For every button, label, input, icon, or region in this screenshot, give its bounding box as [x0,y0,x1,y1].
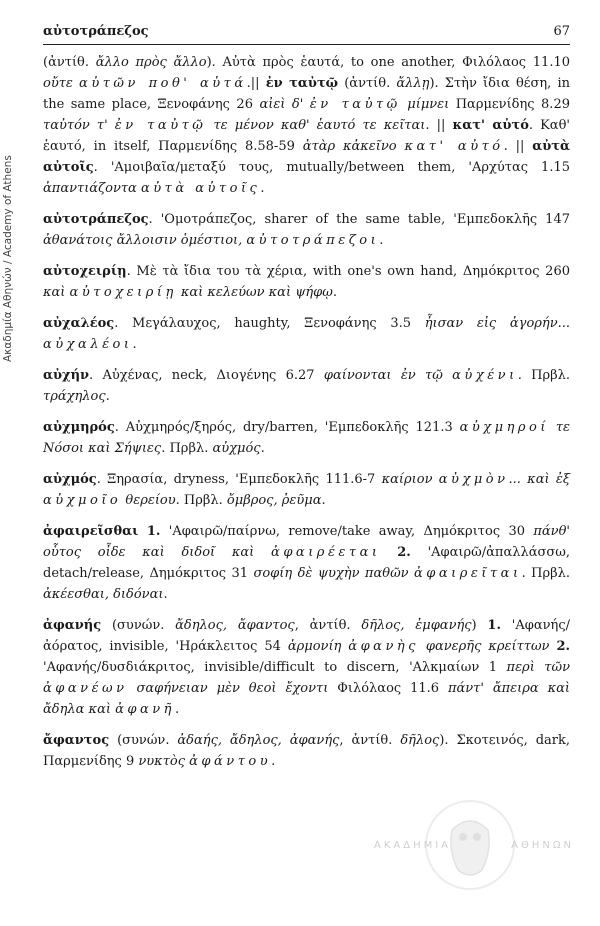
headword: αὐχαλέος [43,316,115,331]
quoted-term: κατ' αὐτό [404,139,504,154]
entry-text: . Αὐχμηρός/ξηρός, dry/barren, 'Εμπεδοκλῆς 121.3 [114,420,460,435]
running-title: αὐτοτράπεζος [43,24,149,39]
headword: 2. [397,545,411,560]
headword: 1. [146,524,161,539]
quotation-text: δῆλος, ἐμφανής [361,618,472,633]
seal-left-text: ΑΚΑΔΗΜΙΑ [374,840,452,851]
entry-text: 'Αφαιρῶ/ἀπαλλάσσω, detach/release, Δημόκριτος 31 [43,545,570,581]
dictionary-entry [43,313,570,355]
quoted-term: αὐχαλέοι [43,337,133,352]
quotation-text: ἄδηλος, ἄφαντος [175,618,295,633]
entry-text: . Πρβλ. [175,493,227,508]
seal-right-text: ΑΘΗΝΩΝ [511,840,574,851]
headword: ἐν ταὐτῷ [265,76,339,91]
headword: κατ' αὐτό [452,118,529,133]
quotation-text: σαφήνειαν μὲν θεοὶ ἔχοντι [127,681,329,696]
entry-text: , ἀντίθ. [339,733,401,748]
entry-text: , ἀντίθ. [294,618,362,633]
quotation-text: ἀδαής, ἄδηλος, ἀφανής [177,733,340,748]
entry-text [380,545,397,560]
entry-text: 'Αφανής/δυσδιάκριτος, invisible/difficult to discern, 'Αλκμαίων 1 [43,660,507,675]
entry-text: . Καθ' ἑαυτό, in itself, Παρμενίδης 8.58-59 [43,118,570,154]
quotation-text: μίμνει [400,97,450,112]
entry-text: . [332,285,338,300]
headword: αὐχήν [43,368,90,383]
quotation-text: πάνθ' οὗτος οἶδε καὶ διδοῖ καὶ [43,524,570,560]
entry-text: (ἀντίθ. [338,76,397,91]
dictionary-entries [43,52,570,782]
dictionary-entry [43,209,570,251]
headword: ἀφανής [43,618,102,633]
quotation-text: ἁρμονίη [287,639,349,654]
quotation-text: ὄμβρος, ῥεῦμα [226,493,322,508]
quoted-term: ἀφανὴς [348,639,419,654]
dictionary-entry [43,615,570,720]
entry-text: 'Αφαιρῶ/παίρνω, remove/take away, Δημόκριτος 30 [160,524,534,539]
dictionary-entry [43,365,570,407]
entry-text: .|| [246,76,266,91]
entry-text: . [321,493,326,508]
quotation-text: αὐχμός [212,441,261,456]
entry-text: ). Σκοτεινός, dark, Παρμενίδης 9 [43,733,571,769]
entry-text: . [132,337,137,352]
quotation-text: ἄλλῃ [396,76,430,91]
quotation-text: καὶ κελεύων καὶ ψήφῳ [176,285,333,300]
entry-text: . 'Αμοιβαῖα/μεταξύ τους, mutually/between them, 'Αρχύτας 1.15 [93,160,570,175]
quoted-term: αὐτὰ αὐτοῖς [140,181,261,196]
entry-text: . 'Ομοτράπεζος, sharer of the same table, 'Εμπεδοκλῆς 147 [148,212,570,227]
entry-text: . [271,754,276,769]
dictionary-entry [43,730,570,772]
quoted-term: αὐτοτράπεζοι [246,233,380,248]
entry-text: . Πρβλ. [517,368,570,383]
quotation-text: δῆλος [400,733,440,748]
entry-text: . [260,181,265,196]
headword: ἀφαιρεῖσθαι [43,524,139,539]
dictionary-entry [43,469,570,511]
entry-text: . Ξηρασία, dryness, 'Εμπεδοκλῆς 111.6-7 [96,472,382,487]
entry-text: . Αὐχένας, neck, Διογένης 6.27 [89,368,324,383]
quoted-term: ἀφαιρεῖται [414,566,522,581]
quotation-text: νυκτὸς [138,754,190,769]
entry-text: . Μεγάλαυχος, haughty, Ξενοφάνης 3.5 [114,316,425,331]
headword: αὐτοχειρίῃ [43,264,127,279]
entry-text: ). Στὴν ἴδια θέση, in the same place, Ξενοφάνης 26 [43,76,570,112]
quoted-term: ἐν ταὐτῷ [309,97,401,112]
headword: 1. [487,618,501,633]
entry-text: (συνών. [109,733,178,748]
quotation-text: τε Νόσοι καὶ Σήψιες [43,420,570,456]
entry-text: . Πρβλ. [521,566,570,581]
quotation-text: ἀκέεσθαι, διδόναι [43,587,164,602]
headword: αὐχμηρός [43,420,115,435]
quotation-text: φανερῆς κρείττων [418,639,550,654]
quoted-term: αὐχμηροί [459,420,549,435]
quotation-text: πάντ' ἄπειρα καὶ ἄδηλα καὶ [43,681,570,717]
entry-text: . || [425,118,453,133]
headword: αὐτοτράπεζος [43,212,149,227]
quoted-term: αὐτοχειρίῃ [69,285,177,300]
quotation-text: τε μένον καθ' ἑαυτό τε κεῖται [206,118,426,133]
quotation-text: ... καὶ ἐξ [508,472,570,487]
quotation-text: ἀτὰρ κἀκεῖνο [302,139,405,154]
watermark-text: Ακαδημία Αθηνών / Academy of Athens [2,155,14,362]
quotation-text: ἀθανάτοις ἄλλοισιν ὁμέστιοι, [43,233,247,248]
headword: ἄφαντος [43,733,110,748]
quotation-text: αἰεὶ δ' [259,97,310,112]
quoted-term: ἀφάντου [189,754,272,769]
side-watermark [2,32,16,362]
entry-text: . || [503,139,533,154]
headword: 2. [556,639,571,654]
quotation-text: τράχηλος [43,389,106,404]
entry-text: (συνών. [101,618,176,633]
entry-text: . [379,233,384,248]
quotation-text: ἄλλο πρὸς ἄλλο [95,55,207,70]
academy-seal [360,790,580,890]
quotation-text: οὔτε [43,76,80,91]
entry-text: Παρμενίδης 8.29 [449,97,570,112]
entry-continuation [43,52,570,199]
quotation-text: ἦισαν εἰς ἀγορήν... [424,316,571,331]
running-head [43,22,570,45]
quoted-term: ἐν ταὐτῷ [114,118,207,133]
quotation-text: ἀπαντιάζοντα [43,181,141,196]
quoted-term: αὐχένι [452,368,518,383]
entry-text: . [105,389,110,404]
dictionary-entry [43,417,570,459]
quotation-text: περὶ τῶν [506,660,571,675]
entry-text: . [174,702,180,717]
quoted-term: αὐχμοῖο [43,493,122,508]
dictionary-entry [43,261,570,303]
quoted-term: ἀφαιρέεται [271,545,381,560]
quotation-text: ταὐτόν τ' [43,118,115,133]
entry-text: . [163,587,168,602]
entry-text: . Μὲ τὰ ἴδια του τὰ χέρια, with one's own hand, Δημόκριτος 260 [126,264,570,279]
entry-text: Φιλόλαος 11.6 [328,681,448,696]
entry-text: ) [471,618,488,633]
quoted-term: ἀφανέων [43,681,128,696]
entry-text: . Πρβλ. [161,441,213,456]
quotation-text: σοφίη δὲ ψυχὴν παθῶν [253,566,415,581]
entry-text [138,524,146,539]
quoted-term: αὐχμὸν [438,472,509,487]
entry-text: ). Αὐτὰ πρὸς ἑαυτά, to one another, Φιλόλαος 11.10 [206,55,571,70]
headword: αὐτὰ αὐτοῖς [43,139,571,175]
quotation-text: θερείου [121,493,176,508]
page-number: 67 [553,24,570,39]
entry-text: . [260,441,265,456]
quotation-text: καὶ [43,285,70,300]
entry-text: (ἀντίθ. [43,55,96,70]
entry-text: 'Αφανής/ἀόρατος, invisible, 'Ηράκλειτος 54 [43,618,570,654]
headword: αὐχμός [43,472,97,487]
quoted-term: ἀφανῆ [115,702,175,717]
seal-text [374,840,574,851]
quoted-term: αὐτῶν ποθ' αὐτά [79,76,247,91]
quotation-text: φαίνονται ἐν τῷ [323,368,453,383]
dictionary-entry [43,521,570,605]
quotation-text: καίριον [381,472,439,487]
